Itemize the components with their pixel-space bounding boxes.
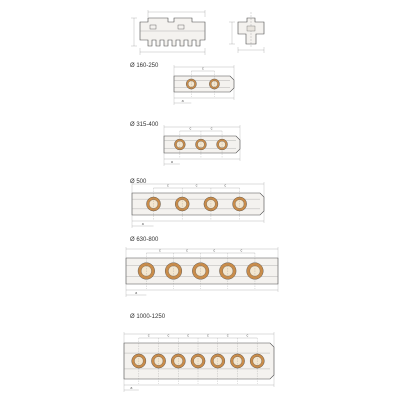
dimension-letter-top: c: [166, 183, 169, 188]
dimension-letter-top: c: [206, 333, 209, 338]
dimension-letter-top: c: [186, 248, 188, 253]
dimension-letter-bottom: a: [141, 221, 144, 226]
section-label-4: Ø 630-800: [130, 237, 159, 243]
dimension-letter-bottom: a: [181, 98, 184, 103]
section-label-5: Ø 1000-1250: [130, 314, 166, 320]
dimension-letter-top: c: [201, 66, 204, 71]
dimension-letter-top: c: [226, 333, 229, 338]
jaw-body: [174, 76, 234, 92]
section-label-2: Ø 315-400: [130, 122, 159, 128]
dimension-letter-bottom: a: [135, 290, 138, 295]
section-label-1: Ø 160-250: [130, 63, 159, 69]
dimension-letter-top: c: [240, 248, 243, 253]
jaw-plan-500: [132, 182, 264, 228]
jaw-plan-315-400: [164, 125, 240, 166]
jaw-plan-630-800: [126, 247, 278, 297]
dimension-letter-top: c: [187, 333, 190, 338]
dimension-letter-top: c: [224, 183, 227, 188]
jaw-plan-1000-1250: [124, 332, 274, 392]
section-label-3: Ø 500: [130, 179, 147, 185]
dimension-letter-top: c: [189, 126, 192, 131]
dimension-letter-bottom: a: [130, 385, 133, 390]
dimension-letter-bottom: a: [170, 159, 173, 164]
jaw-plan-160-250: [174, 65, 234, 105]
t-slot-cross-section: [229, 12, 264, 53]
serrated-jaw-side-view: [131, 10, 205, 55]
dimension-letter-top: c: [167, 333, 170, 338]
dimension-letter-top: c: [159, 248, 161, 253]
dimension-letter-top: c: [213, 248, 216, 253]
dimension-letter-top: c: [210, 126, 213, 131]
dimension-letter-top: c: [195, 183, 198, 188]
dimension-letter-top: c: [147, 333, 150, 338]
dimension-letter-top: c: [246, 333, 249, 338]
